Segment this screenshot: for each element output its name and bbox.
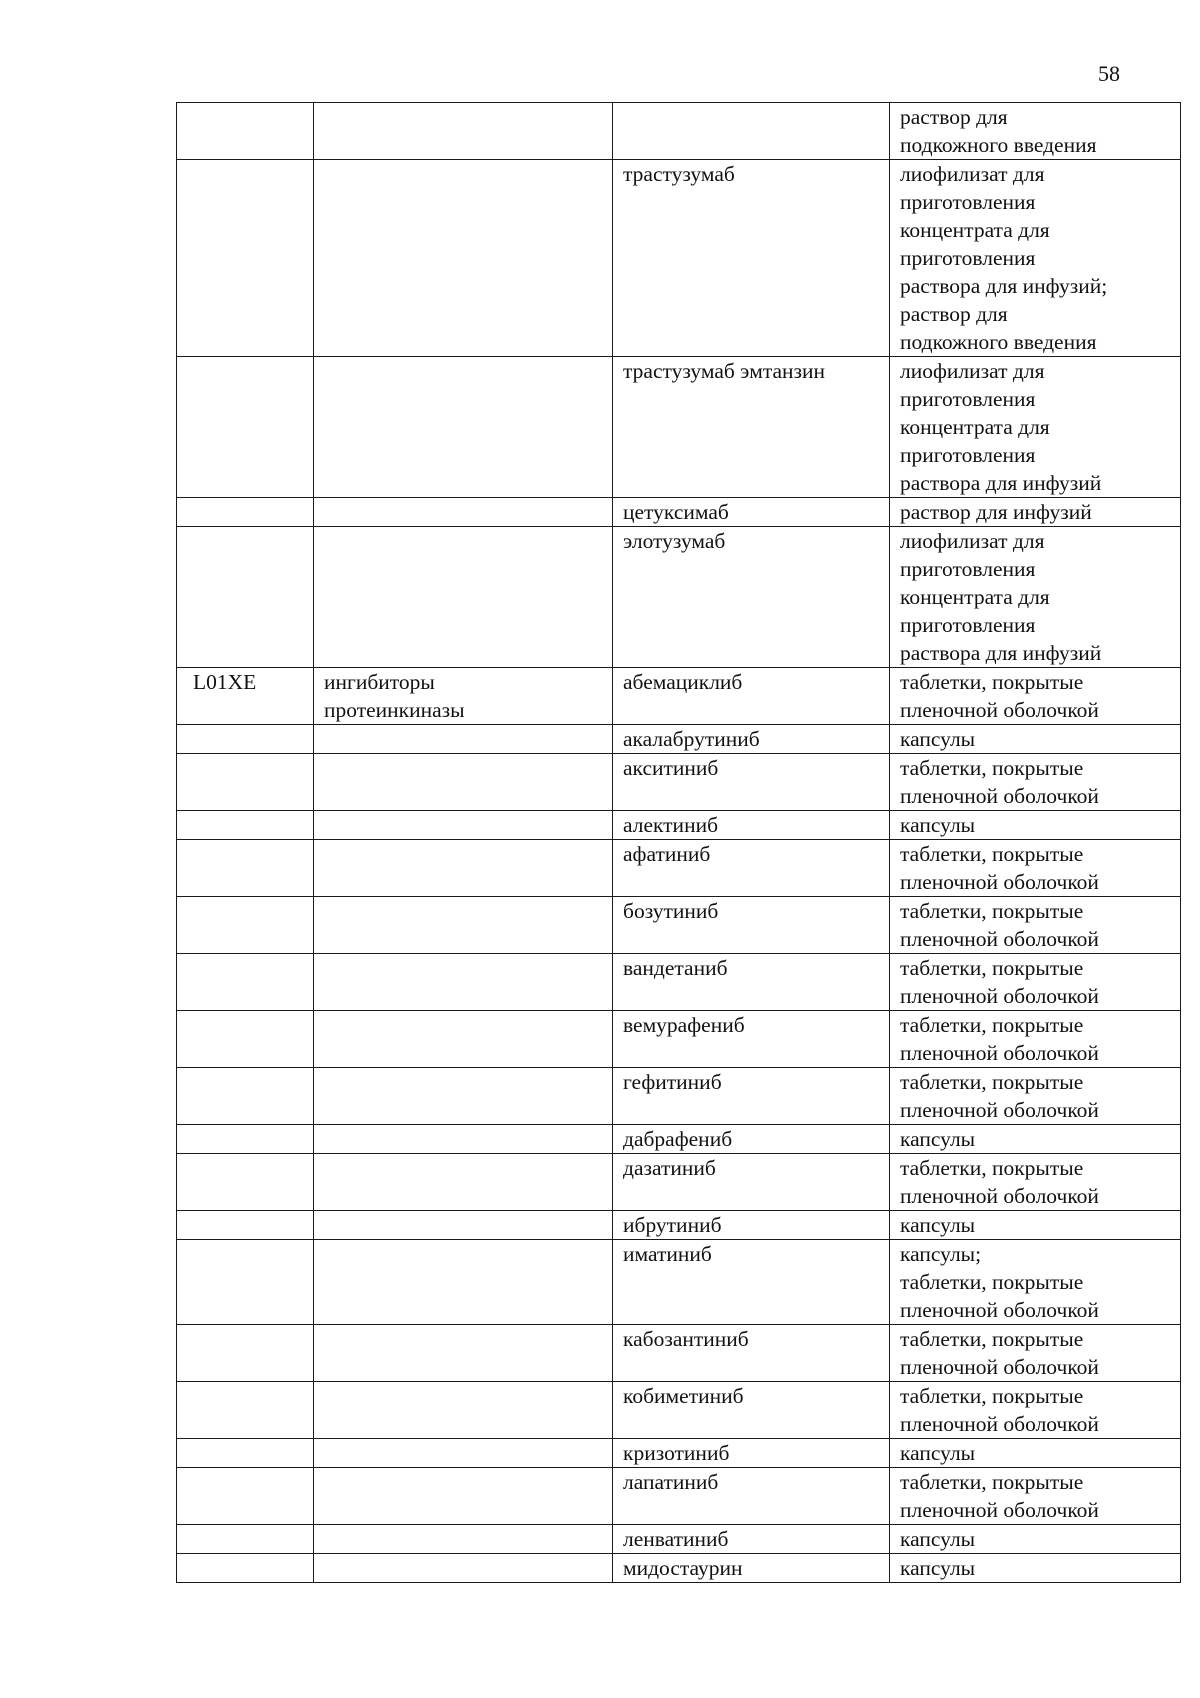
- dosage-form-cell: таблетки, покрытые пленочной оболочкой: [890, 1154, 1181, 1211]
- drug-name-cell: [613, 103, 890, 160]
- drug-name-cell: элотузумаб: [613, 527, 890, 668]
- drug-name-cell: вемурафениб: [613, 1011, 890, 1068]
- table-row: [177, 811, 1181, 840]
- pharmacological-group-cell: [314, 754, 613, 811]
- atc-code-cell: [177, 1439, 314, 1468]
- drug-name-cell: иматиниб: [613, 1240, 890, 1325]
- dosage-form-cell: лиофилизат для приготовления концентрата для приготовления раствора для инфузий; раствор для подкожного введения: [890, 160, 1181, 357]
- atc-code-cell: [177, 1068, 314, 1125]
- drug-name-cell: афатиниб: [613, 840, 890, 897]
- drug-name-cell: трастузумаб: [613, 160, 890, 357]
- atc-code-cell: [177, 754, 314, 811]
- pharmacological-group-cell: [314, 498, 613, 527]
- pharmacological-group-cell: [314, 954, 613, 1011]
- atc-code-cell: [177, 1468, 314, 1525]
- pharmacological-group-cell: [314, 1154, 613, 1211]
- pharmacological-group-cell: [314, 811, 613, 840]
- dosage-form-cell: капсулы: [890, 1211, 1181, 1240]
- dosage-form-cell: таблетки, покрытые пленочной оболочкой: [890, 954, 1181, 1011]
- atc-code-cell: [177, 1554, 314, 1583]
- atc-code-cell: [177, 1525, 314, 1554]
- pharmacological-group-cell: [314, 897, 613, 954]
- pharmacological-group-cell: [314, 1325, 613, 1382]
- atc-code-cell: [177, 954, 314, 1011]
- table-row: [177, 1154, 1181, 1211]
- drug-name-cell: дазатиниб: [613, 1154, 890, 1211]
- dosage-form-cell: таблетки, покрытые пленочной оболочкой: [890, 668, 1181, 725]
- table-row: [177, 1468, 1181, 1525]
- drug-name-cell: кобиметиниб: [613, 1382, 890, 1439]
- table-row: [177, 1382, 1181, 1439]
- atc-code-cell: [177, 498, 314, 527]
- dosage-form-cell: капсулы; таблетки, покрытые пленочной оболочкой: [890, 1240, 1181, 1325]
- atc-code-cell: [177, 811, 314, 840]
- dosage-form-cell: таблетки, покрытые пленочной оболочкой: [890, 754, 1181, 811]
- pharmacological-group-cell: [314, 1211, 613, 1240]
- drug-name-cell: ленватиниб: [613, 1525, 890, 1554]
- drug-name-cell: кризотиниб: [613, 1439, 890, 1468]
- drug-table: [176, 102, 1181, 1583]
- table-row: [177, 1211, 1181, 1240]
- dosage-form-cell: таблетки, покрытые пленочной оболочкой: [890, 897, 1181, 954]
- atc-code-cell: [177, 527, 314, 668]
- atc-code-cell: [177, 1211, 314, 1240]
- table-row: [177, 1439, 1181, 1468]
- atc-code-cell: L01XE: [177, 668, 314, 725]
- dosage-form-cell: таблетки, покрытые пленочной оболочкой: [890, 1068, 1181, 1125]
- table-row: [177, 527, 1181, 668]
- pharmacological-group-cell: ингибиторы протеинкиназы: [314, 668, 613, 725]
- pharmacological-group-cell: [314, 357, 613, 498]
- table-row: [177, 1240, 1181, 1325]
- drug-name-cell: гефитиниб: [613, 1068, 890, 1125]
- pharmacological-group-cell: [314, 103, 613, 160]
- atc-code-cell: [177, 725, 314, 754]
- atc-code-cell: [177, 1125, 314, 1154]
- pharmacological-group-cell: [314, 160, 613, 357]
- pharmacological-group-cell: [314, 1525, 613, 1554]
- dosage-form-cell: лиофилизат для приготовления концентрата для приготовления раствора для инфузий: [890, 527, 1181, 668]
- drug-name-cell: абемациклиб: [613, 668, 890, 725]
- dosage-form-cell: таблетки, покрытые пленочной оболочкой: [890, 1382, 1181, 1439]
- atc-code-cell: [177, 1154, 314, 1211]
- dosage-form-cell: таблетки, покрытые пленочной оболочкой: [890, 1468, 1181, 1525]
- dosage-form-cell: таблетки, покрытые пленочной оболочкой: [890, 1011, 1181, 1068]
- atc-code-cell: [177, 1011, 314, 1068]
- atc-code-cell: [177, 103, 314, 160]
- drug-name-cell: акалабрутиниб: [613, 725, 890, 754]
- drug-name-cell: цетуксимаб: [613, 498, 890, 527]
- atc-code-cell: [177, 357, 314, 498]
- table-row: [177, 498, 1181, 527]
- table-row: [177, 840, 1181, 897]
- drug-name-cell: алектиниб: [613, 811, 890, 840]
- dosage-form-cell: капсулы: [890, 811, 1181, 840]
- dosage-form-cell: капсулы: [890, 1525, 1181, 1554]
- dosage-form-cell: таблетки, покрытые пленочной оболочкой: [890, 840, 1181, 897]
- drug-name-cell: вандетаниб: [613, 954, 890, 1011]
- table-row: [177, 1125, 1181, 1154]
- pharmacological-group-cell: [314, 725, 613, 754]
- drug-name-cell: бозутиниб: [613, 897, 890, 954]
- pharmacological-group-cell: [314, 1554, 613, 1583]
- drug-name-cell: трастузумаб эмтанзин: [613, 357, 890, 498]
- dosage-form-cell: лиофилизат для приготовления концентрата для приготовления раствора для инфузий: [890, 357, 1181, 498]
- drug-name-cell: лапатиниб: [613, 1468, 890, 1525]
- pharmacological-group-cell: [314, 1240, 613, 1325]
- atc-code-cell: [177, 160, 314, 357]
- drug-name-cell: мидостаурин: [613, 1554, 890, 1583]
- table-row: [177, 897, 1181, 954]
- dosage-form-cell: капсулы: [890, 1439, 1181, 1468]
- atc-code-cell: [177, 1240, 314, 1325]
- drug-table-body: [177, 103, 1181, 1583]
- pharmacological-group-cell: [314, 1468, 613, 1525]
- table-row: [177, 357, 1181, 498]
- table-row: [177, 954, 1181, 1011]
- pharmacological-group-cell: [314, 1439, 613, 1468]
- pharmacological-group-cell: [314, 840, 613, 897]
- table-row: [177, 103, 1181, 160]
- pharmacological-group-cell: [314, 1011, 613, 1068]
- table-row: [177, 160, 1181, 357]
- atc-code-cell: [177, 1382, 314, 1439]
- table-row: [177, 1554, 1181, 1583]
- dosage-form-cell: раствор для подкожного введения: [890, 103, 1181, 160]
- dosage-form-cell: капсулы: [890, 725, 1181, 754]
- dosage-form-cell: таблетки, покрытые пленочной оболочкой: [890, 1325, 1181, 1382]
- page-number: 58: [1098, 61, 1120, 86]
- table-row: [177, 1525, 1181, 1554]
- dosage-form-cell: капсулы: [890, 1554, 1181, 1583]
- pharmacological-group-cell: [314, 1125, 613, 1154]
- table-row: [177, 1068, 1181, 1125]
- drug-name-cell: ибрутиниб: [613, 1211, 890, 1240]
- atc-code-cell: [177, 897, 314, 954]
- table-row: [177, 668, 1181, 725]
- atc-code-cell: [177, 1325, 314, 1382]
- atc-code-cell: [177, 840, 314, 897]
- table-row: [177, 725, 1181, 754]
- drug-name-cell: кабозантиниб: [613, 1325, 890, 1382]
- table-row: [177, 1325, 1181, 1382]
- pharmacological-group-cell: [314, 1382, 613, 1439]
- pharmacological-group-cell: [314, 1068, 613, 1125]
- dosage-form-cell: раствор для инфузий: [890, 498, 1181, 527]
- drug-name-cell: акситиниб: [613, 754, 890, 811]
- dosage-form-cell: капсулы: [890, 1125, 1181, 1154]
- table-row: [177, 1011, 1181, 1068]
- table-row: [177, 754, 1181, 811]
- pharmacological-group-cell: [314, 527, 613, 668]
- drug-name-cell: дабрафениб: [613, 1125, 890, 1154]
